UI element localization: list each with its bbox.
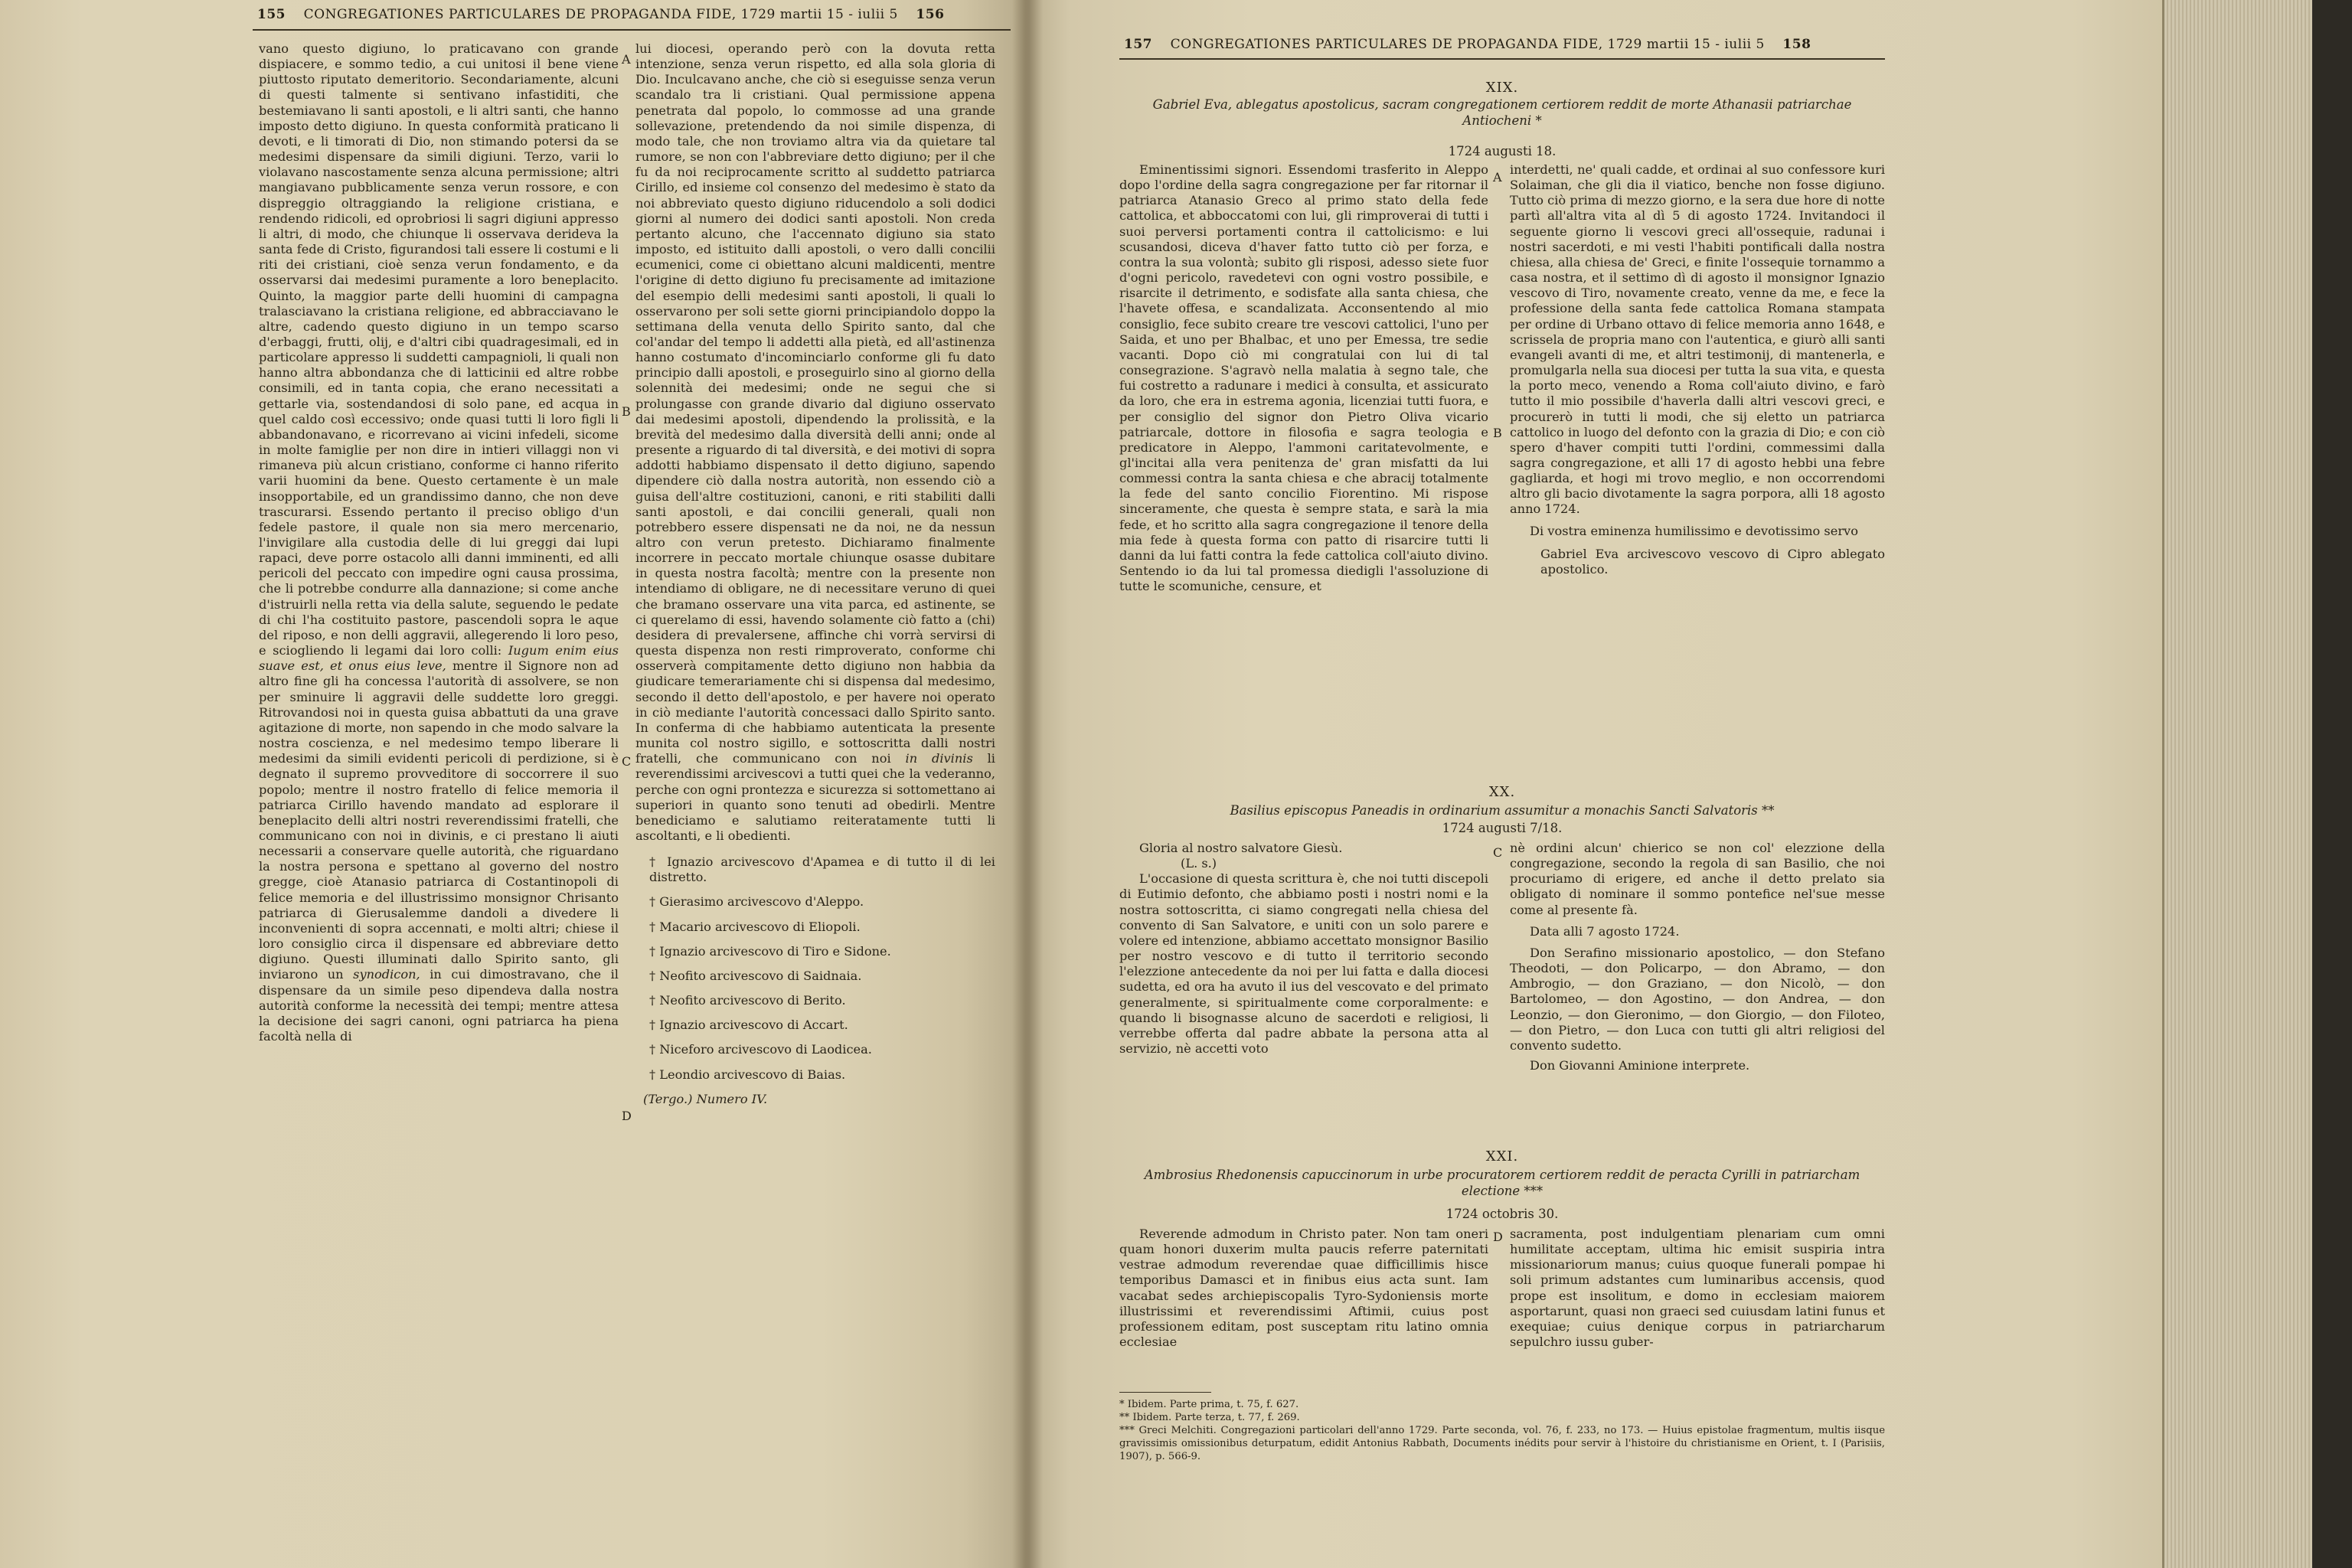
- date-line: Data alli 7 agosto 1724.: [1530, 923, 1680, 939]
- doc20-column-1: [1119, 841, 1488, 1057]
- body-text: lui diocesi, operando però con la dovuta retta intenzione, senza verun rispetto, ed alla sola gloria di Dio. Inculcavano anche, che ciò si eseguisse senza verun scandalo tra li cristiani. Qual permissione appena penetrata dal popolo, lo commosse ad una grande sollevazione, pretendendo da noi simile dispenza, di modo tale, che non troviamo altra via da quietare tal rumore, se non con l'abbreviare detto digiuno; per il che fu da noi reciprocamente scritto al suddetto patriarca Cirillo, ed insieme col consenzo del medesimo è stato da noi abbreviato questo digiuno riducendolo a soli dodici giorni al numero dei dodici santi apostoli. Non creda pertanto alcuno, che l'accennato digiuno sia stato imposto, ed istituito dalli apostoli, o vero dalli concilii ecumenici, come ci obiettano alcuni maldicenti, mentre l'origine di detto digiuno fu precisamente ad imitazione del esempio delli medesimi santi apostoli, li quali lo osservarono per soli sette giorni principiandolo doppo la settimana della venuta dello Spirito santo, dal che col'andar del tempo li addetti alla pietà, ed all'astinenza hanno costumato d'incominciarlo conforme gli fu dato principio dalli apostoli, e proseguirlo sino al giorno della solennità dei medesimi; onde ne segui che si prolungasse con grande divario dal digiuno osservato dai medesimi apostoli, dipendendo la prolissità, e la brevità del medesimo dalla diversità delli anni; onde al presente a riguardo di tal diversità, e dei motivi di sopra addotti habbiamo dispensato il detto digiuno, sapendo dipendere ciò dalla nostra autorità, non essendo ciò a guisa dell'altre costituzioni, canoni, e riti stabiliti dalli santi apostoli, e dai concilii generali, quali non potrebbero essere dispensati ne da noi, ne da nessun altro con verun pretesto. Dichiaramo finalmente incorrere in peccato mortale chiunque osasse dubitare in questa nostra facoltà; mentre con la presente non intendiamo di obligare, ne di necessitare veruno di quei che bramano osservare una vita parca, ed astinente, se ci querelamo di essi, havendo solamente ciò fatto a (chi) desidera di prevalersene, affinche chi vorrà servirsi di questa dispenza non resti rimproverato, conforme chi osserverà compitamente detto digiuno non habbia da giudicare temerariamente chi si dispensa dal medesimo, secondo il detto dell'apostolo, e per havere noi operato in ciò mediante l'autorità concessaci dallo Spirito santo. In conferma di che habbiamo autenticata la presente munita col nostro sigillo, e sottoscritta dalli nostri fratelli, che communicano con noi: [635, 41, 995, 766]
- footnote-rule: [1119, 1392, 1211, 1393]
- page-number-156: 156: [916, 7, 945, 22]
- body-text: li reverendissimi arcivescovi a tutti quei che la vederanno, perche con ogni prontezza e sicurezza si sottomettano ai superiori in quanto sono tenuti ad obedirli. Mentre benediciamo e salutiamo reiteratamente tutti li ascoltanti, e li obedienti.: [635, 751, 995, 843]
- signatory: † Gierasimo arcivescovo d'Aleppo.: [649, 894, 864, 910]
- document-number-xix: XIX.: [1485, 80, 1519, 96]
- document-number-xxi: XXI.: [1485, 1148, 1519, 1165]
- body-text: L'occasione di questa scrittura è, che noi tutti discepoli di Eutimio defonto, che abbiamo posti i nostri nomi e la nostra sottoscritta, ci siamo congregati nella chiesa del convento di San Salvatore, e uniti con un solo parere e volere ed intenzione, abbiamo accettato monsignor Basilio per nostro vescovo e di tutto il territorio secondo l'elezzione antecedente da noi per lui fatta e dalla diocesi sudetta, ed ora ha avuto il ius del vescovato e del primato generalmente, si spiritualmente come corporalmente: e quando li bisognasse alcuno de sacerdoti e religiosi, li verrebbe offerta dal padre abbate la persona atta al servizio, nè accetti voto: [1119, 871, 1488, 1057]
- latin-term: in divinis: [905, 751, 973, 766]
- left-page: [0, 0, 1024, 1568]
- book-gutter: [1012, 0, 1043, 1568]
- header-rule: [253, 29, 1011, 31]
- margin-letter: A: [1493, 170, 1502, 185]
- page-number-155: 155: [257, 7, 286, 22]
- document-number-xx: XX.: [1488, 784, 1516, 800]
- document-heading: Basilius episcopus Paneadis in ordinarium assumitur a monachis Sancti Salvatoris **: [1230, 803, 1775, 818]
- signatory: † Leondio arcivescovo di Baias.: [649, 1067, 846, 1082]
- edge-shadow: [2312, 0, 2352, 1568]
- footnotes: [1119, 1398, 1885, 1463]
- margin-letter: D: [622, 1109, 632, 1123]
- body-text: vano questo digiuno, lo praticavano con grande dispiacere, e sommo tedio, a cui unitosi il bene viene piuttosto riputato demeritorio. Secondariamente, alcuni di questi talmente si sentivano infastiditi, che bestemiavano li santi apostoli, e li altri santi, che hanno imposto detto digiuno. In questa conformità praticano li devoti, e li timorati di Dio, non stimando potersi da se medesimi dispensare da simili digiuni. Terzo, varii lo violavano nascostamente senza alcuna permissione; altri mangiavano pubblicamente senza verun rossore, e con dispreggio oltraggiando la religione cristiana, e rendendo ridicoli, ed oprobriosi li sagri digiuni appresso li altri, di modo, che chiunque li osservava derideva la santa fede di Cristo, figurandosi tali essere li costumi e li riti dei cristiani, cioè senza verun fondamento, e da osservarsi dai medesimi puramente a loro beneplacito. Quinto, la maggior parte delli huomini di campagna tralasciavano la cristiana religione, ed abbracciavano le altre, cadendo questo digiuno in un tempo scarso d'erbaggi, frutti, olij, e d'altri cibi quadragesimali, ed in particolare appresso li suddetti campagnioli, li quali non hanno altra abbondanza che di latticinii ed altre robbe consimili, ed in tanta copia, che erano necessitati a gettarle via, sostendandosi di solo pane, ed acqua in quel caldo così eccessivo; onde quasi tutti li loro figli li abbandonavano, e ricorrevano ai vicini infedeli, sicome in molte famiglie per non dire in intieri villaggi non vi rimaneva più alcun cristiano, conforme ci hanno riferito varii huomini da bene. Questo certamente è un male insopportabile, ed un grandissimo danno, che non deve trascurarsi. Essendo pertanto il preciso obligo d'un fedele pastore, il quale non sia mero mercenario, l'invigilare alla custodia delle di lui greggi dai lupi rapaci, deve porre ostacolo alli danni imminenti, ed alli pericoli del peccato con impedire ogni causa prossima, che li potrebbe condurre alla dannazione; si come anche d'istruirli nella retta via della salute, seguendo le pedate di chi l'ha costituito pastore, pascendoli sopra le aque del riposo, e non delli aggravii, allegerendo li loro peso, e sciogliendo li legami dai loro colli:: [259, 41, 619, 658]
- doc19-column-1: [1119, 162, 1488, 594]
- running-head-right: [1124, 37, 1811, 52]
- signatory: † Neofito arcivescovo di Berito.: [649, 993, 846, 1008]
- closing-formula: Di vostra eminenza humilissimo e devotissimo servo: [1530, 523, 1858, 538]
- page-number-157: 157: [1124, 37, 1152, 52]
- right-page: [1024, 0, 2162, 1568]
- body-text: mentre il Signore non ad altro fine gli ha concessa l'autorità di assolvere, se non per sminuire li aggravii delle suddette loro greggi. Ritrovandosi noi in questa guisa abbattuti da una grave agitazione di morte, non sapendo in che modo salvare la nostra coscienza, e nel medesimo tempo liberare li medesimi da simili evidenti pericoli di perdizione, si è degnato il supremo provveditore di soccorrere il suo popolo; mentre il nostro fratello di felice memoria il patriarca Cirillo havendo mandato ad esplorare il beneplacito delli altri nostri reverendissimi fratelli, che communicano con noi in divinis, e ci prestano li aiuti necessarii a conservare quelle autorità, che riguardano la nostra persona e spettano al governo del nostro gregge, cioè Atanasio patriarca di Costantinopoli di felice memoria e del illustrissimo monsignor Chrisanto patriarca di Gierusalemme dandoli a divedere li inconvenienti di sopra accennati, e molti altri; chiese il loro consiglio circa il dispensare ed abbreviare detto digiuno. Questi illuminati dallo Spirito santo, gli inviarono un: [259, 658, 619, 982]
- signatory: † Ignazio arcivescovo di Tiro e Sidone.: [649, 943, 891, 959]
- signatory: † Neofito arcivescovo di Saidnaia.: [649, 968, 862, 983]
- body-text: Reverende admodum in Christo pater. Non tam oneri quam honori duxerim multa paucis referre paternitati vestrae admodum reverendae quae difficillimis hisce temporibus Damasci et in finibus eius acta sunt. Iam vacabat sedes archiepiscopalis Tyro-Sydoniensis morte illustrissimi et reverendissimi Aftimii, cuius post professionem editam, post susceptam ritu latino omnia ecclesiae: [1119, 1227, 1488, 1350]
- signatory: † Macario arcivescovo di Eliopoli.: [649, 919, 861, 934]
- signatory: † Ignazio arcivescovo d'Apamea e di tutto il di lei distretto.: [649, 854, 995, 885]
- verso-note: (Tergo.) Numero IV.: [643, 1091, 768, 1106]
- left-column-1: [259, 41, 619, 1044]
- document-heading: Ambrosius Rhedonensis capuccinorum in urbe procuratorem certiorem reddit de peracta Cyrilli in patriarcham electione ***: [1144, 1168, 1860, 1198]
- margin-letter: D: [1493, 1230, 1503, 1244]
- margin-letter: B: [622, 404, 631, 419]
- margin-letter: B: [1493, 426, 1502, 440]
- interpreter-line: Don Giovanni Aminione interprete.: [1530, 1058, 1750, 1073]
- witness-list: Don Serafino missionario apostolico, — don Stefano Theodoti, — don Policarpo, — don Abramo, — don Ambrogio, — don Graziano, — don Nicolò, — don Bartolomeo, — don Agostino, — don Andrea, — don Leonzio, — don Gieronimo, — don Giorgio, — don Filoteo, — don Pietro, — don Luca con tutti gli altri religiosi del convento sudetto.: [1510, 945, 1885, 1053]
- signatory: † Ignazio arcivescovo di Accart.: [649, 1018, 848, 1033]
- margin-letter: C: [1493, 845, 1503, 860]
- seal-mark: (L. s.): [1181, 856, 1217, 871]
- running-title: CONGREGATIONES PARTICULARES DE PROPAGANDA FIDE, 1729 martii 15 - iulii 5: [303, 7, 898, 22]
- body-text: nè ordini alcun' chierico se non col' elezzione della congregazione, secondo la regola di san Basilio, che noi procuriamo di erigere, ed anche il detto prelato sia obligato di nominare il sommo pontefice nel'sue messe come al presente fà.: [1510, 841, 1885, 917]
- margin-letter: C: [622, 754, 632, 769]
- doc21-column-2: [1510, 1227, 1885, 1350]
- footnote: *** Greci Melchiti. Congregazioni particolari dell'anno 1729. Parte seconda, vol. 76, f. 233, no 173. — Huius epistolae fragmentum, multis iisque gravissimis omissionibus deturpatum, edidit Antonius Rabbath, Documents inédits pour servir à l'histoire du christianisme en Orient, t. I (Parisiis, 1907), p. 566-9.: [1119, 1425, 1885, 1462]
- body-text: interdetti, ne' quali cadde, et ordinai al suo confessore kuri Solaiman, che gli dia il viatico, benche non fosse digiuno. Tutto ciò prima di mezzo giorno, e la sera due hore di notte partì all'altra vita al dì 5 di agosto 1724. Invitandoci il seguente giorno li vescovi greci all'ossequie, radunai i nostri sacerdoti, e mi vesti l'habiti pontificali dalla nostra chiesa, alla chiesa de' Greci, e finite l'ossequie tornammo a casa nostra, et il settimo dì di agosto il monsignor Ignazio vescovo di Tiro, novamente creato, venne da me, e fece la professione della santa fede cattolica Romana stampata per ordine di Urbano ottavo di felice memoria anno 1648, e scrissela de propria mano con l'autentica, e giurò alli santi evangeli avanti di me, et altri testimonij, di mantenerla, e promulgarla nella sua diocesi per tutta la sua vita, e questa la porto meco, venendo a Roma coll'aiuto divino, e farò tutto il mio possibile d'haverla dalli altri vescovi greci, e procurerò in tutti li modi, che sij eletto un patriarca cattolico in luogo del defonto con la grazia di Dio; e con ciò spero d'haver compiti tutti l'ordini, commessimi dalla sagra congregazione, et alli 17 di agosto hebbi una febre gagliarda, et hogi mi trovo meglio, e non occorrendomi altro gli bacio divotamente la sagra porpora, alli 18 agosto anno 1724.: [1510, 162, 1885, 517]
- footnote: * Ibidem. Parte prima, t. 75, f. 627.: [1119, 1399, 1299, 1410]
- document-heading: Gabriel Eva, ablegatus apostolicus, sacram congregationem certiorem reddit de morte Athanasii patriarchae Antiocheni *: [1152, 97, 1852, 128]
- margin-letter: A: [622, 52, 631, 67]
- left-column-2: [635, 41, 995, 1107]
- signature-line: Gabriel Eva arcivescovo vescovo di Cipro ablegato apostolico.: [1540, 546, 1885, 577]
- latin-quote: Iugum enim eius suave est, et onus eius leve,: [259, 643, 619, 674]
- document-date: 1724 octobris 30.: [1446, 1207, 1559, 1221]
- doc19-column-2: [1510, 162, 1885, 577]
- latin-term: synodicon,: [353, 967, 420, 982]
- doc20-column-2: [1510, 841, 1885, 1073]
- body-text: Eminentissimi signori. Essendomi trasferito in Aleppo dopo l'ordine della sagra congregazione per far ritornar il patriarca Atanasio Greco al primo stato della fede cattolica, et abboccatomi con lui, gli rimproverai di tutti i suoi perversi portamenti contra il cattolicismo: e lui scusandosi, diceva d'haver fatto tutto ciò per forza, e contra la sua volontà; subito gli risposi, adesso siete fuor d'ogni pericolo, ravedetevi con ogni vostro possibile, e risarcite il detrimento, e sodisfate alla santa chiesa, che l'havete offesa, e scandalizata. Acconsentendo al mio consiglio, fece subito creare tre vescovi cattolici, l'uno per Saida, et uno per Bhalbac, et uno per Emessa, tre sedie vacanti. Dopo ciò mi congratulai con lui di tal consegrazione. S'agravò nella malatia à segno tale, che fui costretto a radunare i medici à consulta, et assicurato da loro, che era in estrema agonia, licenziai tutti fuora, e per consiglio del signor don Pietro Oliva vicario patriarcale, dottore in filosofia e sagra teologia e predicatore in Aleppo, l'ammoni caritatevolmente, e gl'incitai alla vera penitenza de' gran misfatti da lui commessi contra la santa chiesa e che abracij totalmente la fede del santo concilio Fiorentino. Mi rispose sinceramente, che questa è sempre stata, e sarà la mia fede, et ho scritto alla sagra congregazione il tenore della mia fede à questa forma con patto di risarcire tutti li danni da lui fatti contra la fede cattolica coll'aiuto divino. Sentendo io da lui tal promessa diedigli l'assoluzione di tutte le scomuniche, censure, et: [1119, 162, 1488, 594]
- signatory-list: [635, 854, 995, 1083]
- page-number-158: 158: [1782, 37, 1811, 52]
- document-date: 1724 augusti 18.: [1448, 144, 1557, 158]
- doc21-column-1: [1119, 1227, 1488, 1350]
- footnote: ** Ibidem. Parte terza, t. 77, f. 269.: [1119, 1412, 1300, 1423]
- signatory: † Niceforo arcivescovo di Laodicea.: [649, 1042, 872, 1057]
- document-date: 1724 augusti 7/18.: [1442, 821, 1563, 835]
- running-head-left: [257, 7, 944, 22]
- running-title: CONGREGATIONES PARTICULARES DE PROPAGANDA FIDE, 1729 martii 15 - iulii 5: [1170, 37, 1765, 52]
- body-text: in cui dimostravano, che il dispensare da un simile peso dipendeva dalla nostra autorità conforme la necessità dei tempi; mentre attesa la decisione dei sagri canoni, ogni patriarca ha piena facoltà nella di: [259, 967, 619, 1044]
- invocation: Gloria al nostro salvatore Giesù.: [1139, 841, 1343, 855]
- body-text: sacramenta, post indulgentiam plenariam cum omni humilitate acceptam, ultima hic emisit suspiria intra missionariorum manus; cuius quoque funerali pompae hi soli primum adstantes cum luminaribus accensis, quod prope est insolitum, e domo in ecclesiam maiorem asportarunt, quasi non graeci sed cuiusdam latini funus et exequiae; cuius denique corpus in patriarcharum sepulchro iussu guber-: [1510, 1227, 1885, 1350]
- header-rule: [1119, 58, 1885, 60]
